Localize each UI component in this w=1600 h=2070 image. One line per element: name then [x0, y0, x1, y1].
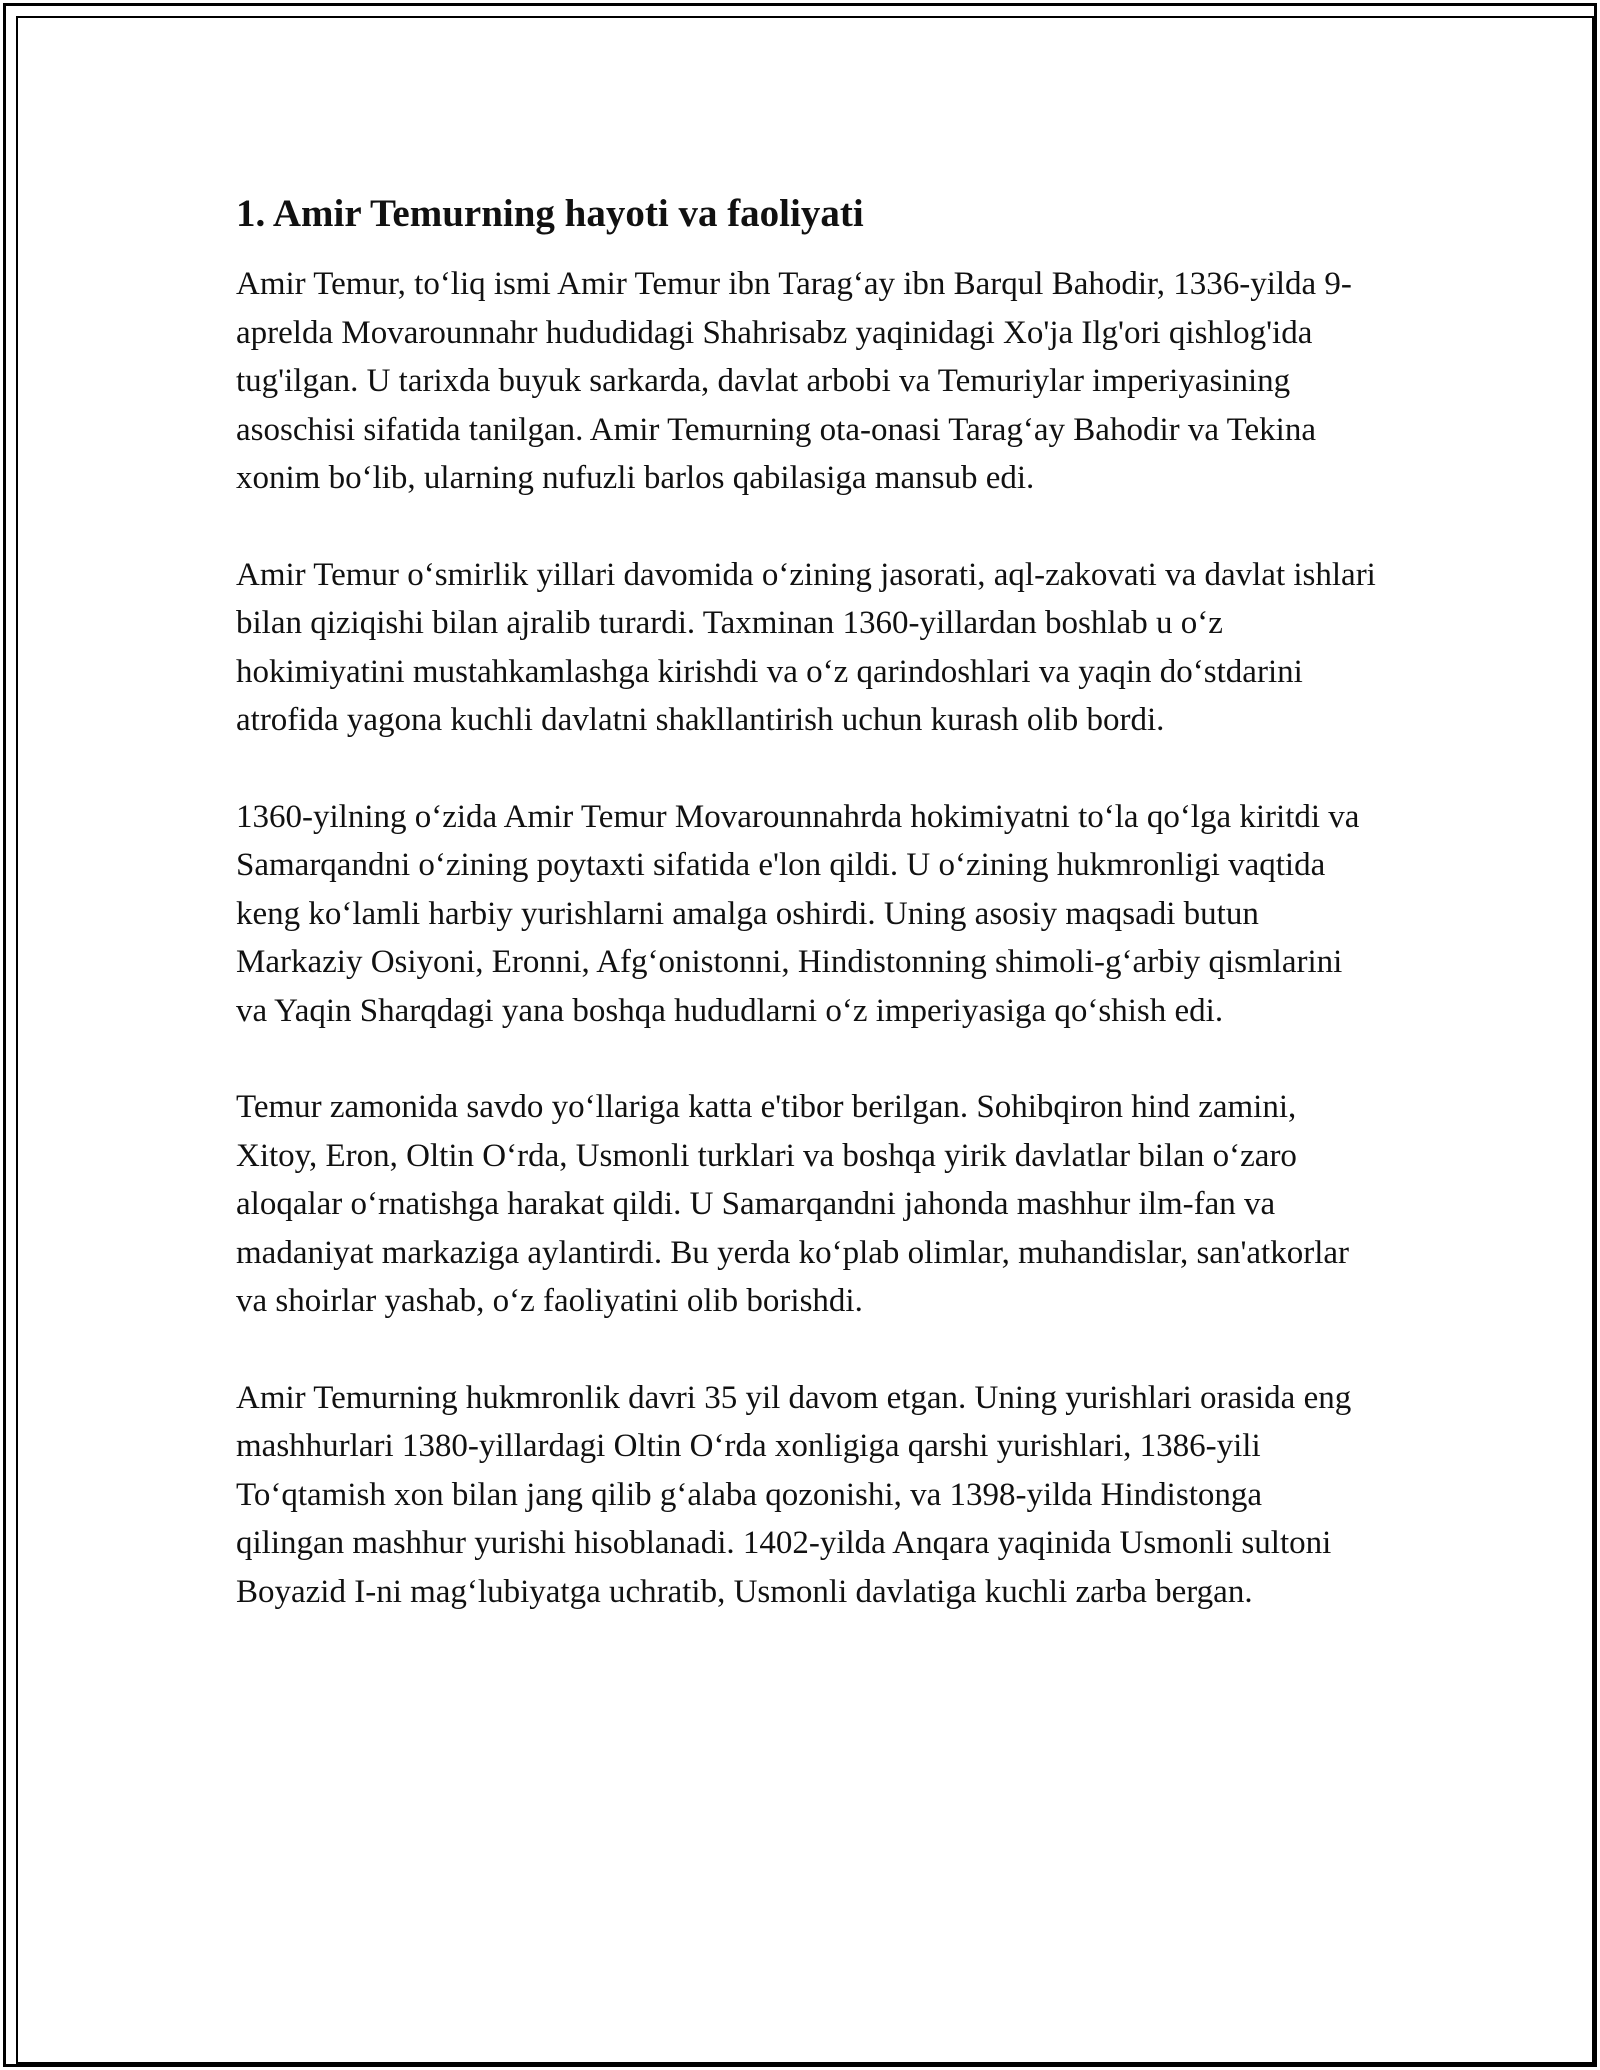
document-body	[236, 188, 1376, 1664]
paragraph-4: Temur zamonida savdo yo‘llariga katta e'tibor berilgan. Sohibqiron hind zamini, Xitoy, Eron, Oltin O‘rda, Usmonli turklari va boshqa yirik davlatlar bilan o‘zaro aloqalar o‘rnatishga harakat qildi. U Samarqandni jahonda mashhur ilm-fan va madaniyat markaziga aylantirdi. Bu yerda ko‘plab olimlar, muhandislar, san'atkorlar va shoirlar yashab, o‘z faoliyatini olib borishdi.	[236, 1089, 1350, 1319]
section-title: 1. Amir Temurning hayoti va faoliyati	[236, 192, 864, 235]
paragraph-3: 1360-yilning o‘zida Amir Temur Movarounnahrda hokimiyatni to‘la qo‘lga kiritdi va Samarqandni o‘zining poytaxti sifatida e'lon qildi. U o‘zining hukmronligi vaqtida keng ko‘lamli harbiy yurishlarni amalga oshirdi. Uning asosiy maqsadi butun Markaziy Osiyoni, Eronni, Afg‘onistonni, Hindistonning shimoli-g‘arbiy qismlarini va Yaqin Sharqdagi yana boshqa hududlarni o‘z imperiyasiga qo‘shish edi.	[236, 798, 1360, 1029]
paragraph-5: Amir Temurning hukmronlik davri 35 yil davom etgan. Uning yurishlari orasida eng mashhurlari 1380-yillardagi Oltin O‘rda xonligiga qarshi yurishlari, 1386-yili To‘qtamish xon bilan jang qilib g‘alaba qozonishi, va 1398-yilda Hindistonga qilingan mashhur yurishi hisoblanadi. 1402-yilda Anqara yaqinida Usmonli sultoni Boyazid I-ni mag‘lubiyatga uchratib, Usmonli davlatiga kuchli zarba bergan.	[236, 1379, 1352, 1610]
paragraph-2: Amir Temur o‘smirlik yillari davomida o‘zining jasorati, aql-zakovati va davlat ishlari bilan qiziqishi bilan ajralib turardi. Taxminan 1360-yillardan boshlab u o‘z hokimiyatini mustahkamlashga kirishdi va o‘z qarindoshlari va yaqin do‘stdarini atrofida yagona kuchli davlatni shakllantirish uchun kurash olib bordi.	[236, 556, 1376, 738]
paragraph-1: Amir Temur, to‘liq ismi Amir Temur ibn Tarag‘ay ibn Barqul Bahodir, 1336-yilda 9-aprelda Movarounnahr hududidagi Shahrisabz yaqinidagi Xo'ja Ilg'ori qishlog'ida tug'ilgan. U tarixda buyuk sarkarda, davlat arbobi va Temuriylar imperiyasining asoschisi sifatida tanilgan. Amir Temurning ota-onasi Tarag‘ay Bahodir va Tekina xonim bo‘lib, ularning nufuzli barlos qabilasiga mansub edi.	[236, 266, 1352, 496]
